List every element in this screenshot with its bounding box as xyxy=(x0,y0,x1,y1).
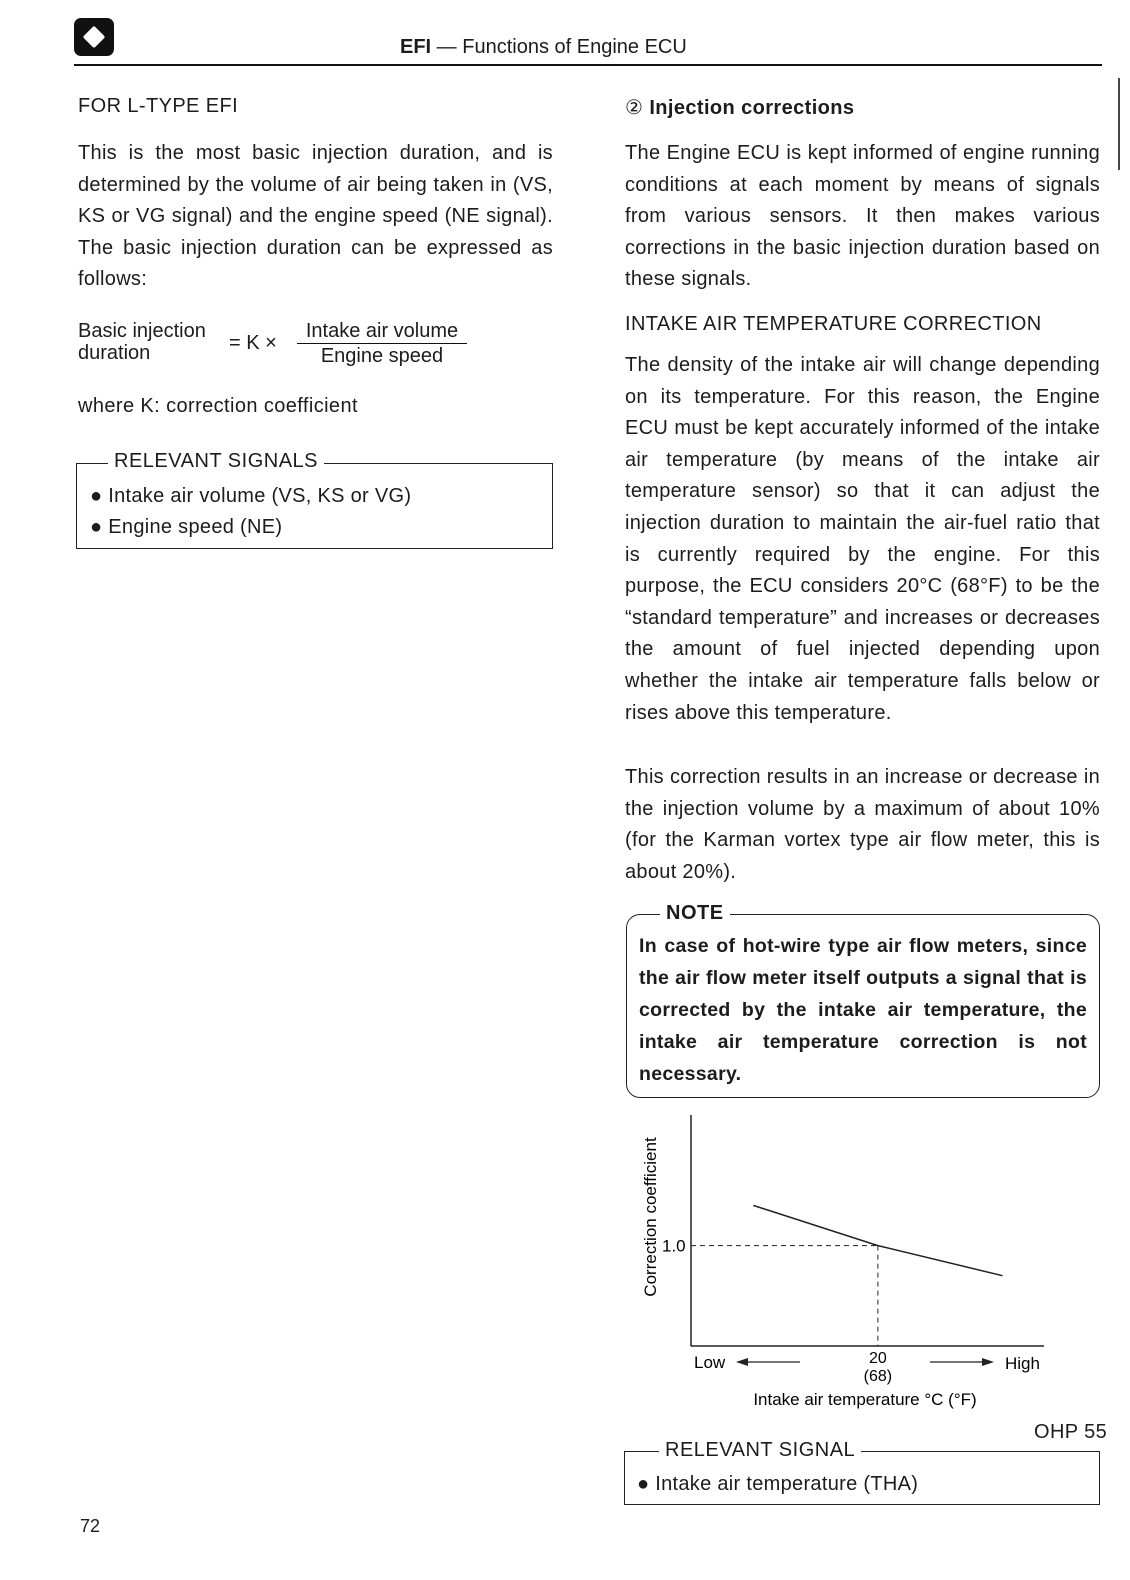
signal-item: ● Engine speed (NE) xyxy=(90,516,283,538)
formula-lhs-line1: Basic injection xyxy=(78,320,206,342)
x-axis-label: Intake air temperature °C (°F) xyxy=(753,1390,977,1409)
formula-lhs-line2: duration xyxy=(78,342,151,364)
ohp-label: OHP 55 xyxy=(1034,1421,1108,1443)
section-heading: ② Injection corrections xyxy=(625,97,855,119)
formula-operator: = K × xyxy=(229,332,277,354)
note-title: NOTE xyxy=(660,902,730,925)
y-axis-label: Correction coefficient xyxy=(641,1137,660,1297)
intake-air-paragraph-1: The density of the intake air will change depending on its temperature. For this reason, the Engine ECU must be kept accurately informed of the intake air temperature (by means of the intake air temperature sensor) so that it can adjust the injection duration to maintain the air-fuel ratio that is currently required by the engine. For this purpose, the ECU considers 20°C (68°F) to be the “standard temperature” and increases or decreases the amount of fuel injected depending upon whether the intake air temperature falls below or rises above this temperature. xyxy=(625,354,1100,724)
relevant-signals-title: RELEVANT SIGNALS xyxy=(108,450,324,473)
margin-mark xyxy=(1118,78,1120,170)
intake-air-paragraph-2: This correction results in an increase or decrease in the injection volume by a maximum of about 10% (for the Karman vortex type air flow meter, this is about 20%). xyxy=(625,766,1100,883)
page-header-title: EFI — Functions of Engine ECU xyxy=(400,36,687,58)
signal-item: ● Intake air volume (VS, KS or VG) xyxy=(90,485,412,507)
left-paragraph: This is the most basic injection duration, and is determined by the volume of air being taken in (VS, KS or VG signal) and the engine speed (NE signal). The basic injection duration can be expressed as follows: xyxy=(78,142,553,291)
y-tick-label: 1.0 xyxy=(662,1236,686,1256)
correction-chart xyxy=(620,1105,1100,1415)
where-line: where K: correction coefficient xyxy=(78,395,358,417)
relevant-signal-title: RELEVANT SIGNAL xyxy=(659,1439,861,1462)
engine-logo-icon xyxy=(74,18,114,56)
intake-air-subheading: INTAKE AIR TEMPERATURE CORRECTION xyxy=(625,313,1042,335)
low-arrow-icon xyxy=(736,1358,748,1366)
formula-denominator: Engine speed xyxy=(320,345,444,367)
left-heading: FOR L-TYPE EFI xyxy=(78,95,239,117)
formula-fraction-line xyxy=(297,343,467,344)
x-tick-label: 20 xyxy=(868,1350,887,1367)
formula-numerator: Intake air volume xyxy=(305,320,459,342)
high-arrow-icon xyxy=(982,1358,994,1366)
signal-item: ● Intake air temperature (THA) xyxy=(637,1473,919,1495)
intro-paragraph: The Engine ECU is kept informed of engine running conditions at each moment by means of signals from various sensors. It then makes various corrections in the basic injection duration based on these signals. xyxy=(625,142,1100,291)
note-text: In case of hot-wire type air flow meters, since the air flow meter itself outputs a signal that is corrected by the intake air temperature, the intake air temperature correction is not necessary. xyxy=(639,935,1087,1085)
header-rule xyxy=(74,64,1102,66)
x-tick-sublabel: (68) xyxy=(863,1368,893,1385)
x-high-label: High xyxy=(1005,1354,1040,1373)
section-number: ② xyxy=(625,97,644,119)
page-number: 72 xyxy=(80,1516,101,1536)
x-low-label: Low xyxy=(694,1353,726,1372)
